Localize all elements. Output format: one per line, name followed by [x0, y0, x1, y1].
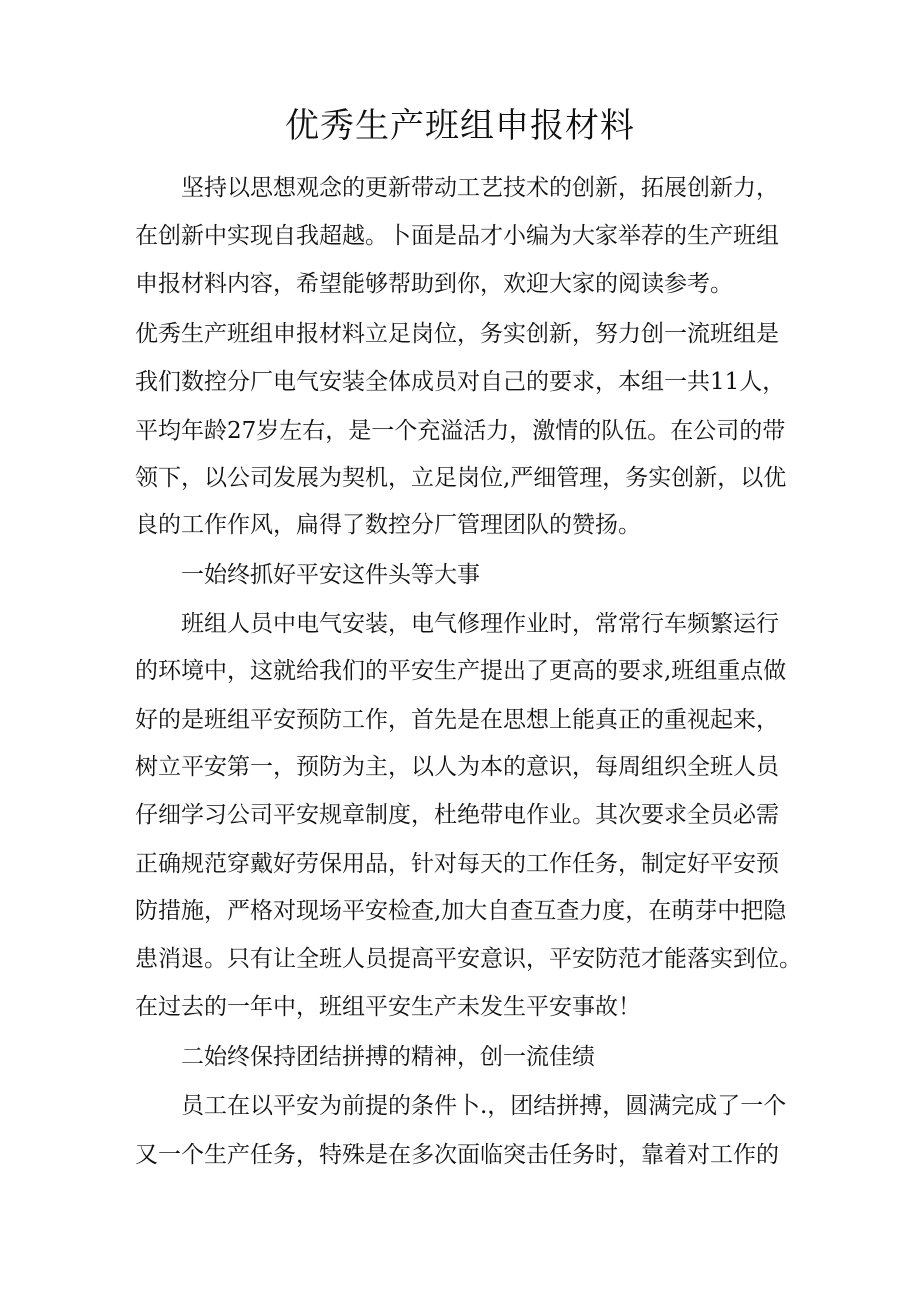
paragraph-line: 员工在以平安为前提的条件卜.，团结拼搏，圆满完成了一个: [181, 1093, 787, 1119]
paragraph-line: 在创新中实现自我超越。卜面是品才小编为大家举荐的生产班组: [135, 223, 779, 249]
paragraph-line: 良的工作作风，扁得了数控分厂管理团队的赞扬。: [135, 512, 641, 538]
paragraph-line: 树立平安第一，预防为主，以人为本的意识，每周组织全班人员: [135, 754, 779, 780]
paragraph-line: 仔细学习公司平安规章制度，杜绝带电作业。其次要求全员必需: [135, 802, 779, 828]
paragraph-line: 患消退。只有让全班人员提高平安意识，平安防范才能落实到位。: [135, 946, 802, 972]
paragraph-line: 坚持以思想观念的更新带动工艺技术的创新，拓展创新力，: [181, 175, 779, 201]
paragraph-line: 的环境中，这就给我们的平安生产提出了更高的要求,班组重点做: [135, 658, 787, 684]
section-heading: 二始终保持团结拼搏的精神，创一流佳绩: [181, 1044, 595, 1070]
paragraph-line: 好的是班组平安预防工作，首先是在思想上能真正的重视起来，: [135, 707, 779, 733]
paragraph-line: 班组人员中电气安装，电气修理作业时，常常行车频繁运行: [181, 611, 779, 637]
paragraph-line: 防措施，严格对现场平安检查,加大自查互查力度，在萌芽中把隐: [135, 898, 787, 924]
section-heading: 一始终抓好平安这件头等大事: [181, 562, 480, 588]
paragraph-line: 又一个生产任务，特殊是在多次面临突击任务时，靠着对工作的: [135, 1142, 779, 1168]
paragraph-line: 正确规范穿戴好劳保用品，针对每天的工作任务，制定好平安预: [135, 851, 779, 877]
paragraph-line: 申报材料内容，希望能够帮助到你，欢迎大家的阅读参考。: [135, 271, 733, 297]
paragraph-line: 我们数控分厂电气安装全体成员对自己的要求，本组一共11人，: [135, 369, 786, 395]
paragraph-line: 平均年龄27岁左右，是一个充溢活力，激情的队伍。在公司的带: [135, 418, 786, 444]
document-title: 优秀生产班组申报材料: [285, 106, 635, 146]
paragraph-line: 在过去的一年中，班组平安生产未发生平安事故！: [135, 994, 641, 1020]
paragraph-line: 优秀生产班组申报材料立足岗位，务实创新，努力创一流班组是: [135, 321, 779, 347]
paragraph-line: 领下，以公司发展为契机，立足岗位,严细管理，务实创新，以优: [135, 465, 787, 491]
